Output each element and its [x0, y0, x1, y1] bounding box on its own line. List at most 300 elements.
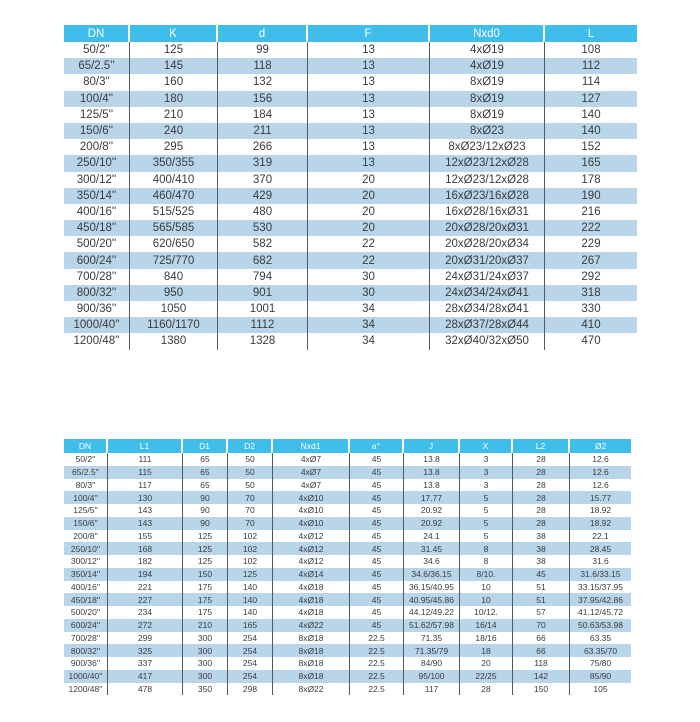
table-cell: 51	[513, 593, 570, 606]
table-cell: 75/80	[570, 657, 631, 670]
table-cell: 20.92	[404, 517, 460, 530]
column-header-dn: DN	[64, 439, 108, 453]
table-cell: 3	[460, 453, 513, 466]
table-row	[64, 91, 637, 107]
table-cell: 450/18''	[64, 220, 130, 236]
table-cell: 31.6	[570, 555, 631, 568]
column-header-l1: L1	[108, 439, 183, 453]
table-cell: 400/410	[130, 172, 218, 188]
table-cell: 4xØ12	[273, 555, 350, 568]
table-row	[64, 188, 637, 204]
table-cell: 16xØ28/16xØ31	[430, 204, 545, 220]
table-cell: 20xØ28/20xØ34	[430, 236, 545, 252]
table-cell: 22.5	[350, 670, 404, 683]
table-cell: 142	[513, 670, 570, 683]
table-cell: 45	[350, 517, 404, 530]
table-cell: 30	[308, 269, 430, 285]
table-cell: 13.8	[404, 466, 460, 479]
table-row	[64, 252, 637, 268]
table-cell: 229	[545, 236, 637, 252]
table-cell: 125	[183, 555, 228, 568]
table-cell: 4xØ10	[273, 504, 350, 517]
column-header-nxd1: Nxd1	[273, 439, 350, 453]
column-header-d2: D2	[228, 439, 273, 453]
table-cell: 8xØ18	[273, 644, 350, 657]
table-row	[64, 317, 637, 333]
table-cell: 4xØ7	[273, 453, 350, 466]
table-cell: 8xØ19	[430, 107, 545, 123]
table-cell: 13	[308, 42, 430, 58]
table-cell: 13.8	[404, 479, 460, 492]
table-cell: 600/24''	[64, 619, 108, 632]
table-cell: 227	[108, 593, 183, 606]
table-cell: 250/10''	[64, 542, 108, 555]
table-cell: 10	[460, 581, 513, 594]
table-cell: 417	[108, 670, 183, 683]
table-cell: 71.35	[404, 632, 460, 645]
table-cell: 80/3''	[64, 74, 130, 90]
table-row	[64, 236, 637, 252]
table-row	[64, 581, 631, 594]
table-cell: 152	[545, 139, 637, 155]
table-cell: 210	[183, 619, 228, 632]
table-cell: 70	[513, 619, 570, 632]
table-row	[64, 285, 637, 301]
table-cell: 1050	[130, 301, 218, 317]
table-cell: 682	[218, 252, 308, 268]
table-cell: 8xØ19	[430, 74, 545, 90]
table-cell: 45	[350, 504, 404, 517]
table-cell: 350/355	[130, 155, 218, 171]
table-cell: 470	[545, 333, 637, 349]
table-cell: 20	[460, 657, 513, 670]
table-cell: 34	[308, 333, 430, 349]
table-cell: 13	[308, 123, 430, 139]
table-cell: 22.5	[350, 657, 404, 670]
table-cell: 500/20''	[64, 236, 130, 252]
table-cell: 178	[545, 172, 637, 188]
table-cell: 12.6	[570, 466, 631, 479]
column-header-d: d	[218, 25, 308, 42]
table-cell: 45	[350, 606, 404, 619]
table-row	[64, 301, 637, 317]
table-cell: 272	[108, 619, 183, 632]
table-row	[64, 42, 637, 58]
table-cell: 200/8''	[64, 139, 130, 155]
table-cell: 50/2''	[64, 453, 108, 466]
table-cell: 20.92	[404, 504, 460, 517]
table-cell: 117	[108, 479, 183, 492]
table-cell: 118	[513, 657, 570, 670]
table-cell: 222	[545, 220, 637, 236]
table-cell: 4xØ10	[273, 491, 350, 504]
table-row	[64, 453, 631, 466]
table-cell: 100/4''	[64, 491, 108, 504]
table-cell: 13	[308, 155, 430, 171]
table-cell: 20xØ28/20xØ31	[430, 220, 545, 236]
table-cell: 22/25	[460, 670, 513, 683]
table-row	[64, 491, 631, 504]
table-row	[64, 466, 631, 479]
table-cell: 108	[545, 42, 637, 58]
table-cell: 4xØ18	[273, 581, 350, 594]
table-cell: 28xØ37/28xØ44	[430, 317, 545, 333]
table-cell: 45	[350, 619, 404, 632]
table-cell: 140	[228, 593, 273, 606]
column-header-f: F	[308, 25, 430, 42]
table-cell: 155	[108, 530, 183, 543]
table-cell: 125	[183, 542, 228, 555]
table-cell: 22	[308, 252, 430, 268]
table-cell: 165	[228, 619, 273, 632]
table-cell: 65/2.5''	[64, 466, 108, 479]
table-cell: 45	[350, 479, 404, 492]
table-cell: 150	[513, 683, 570, 696]
table-cell: 22.5	[350, 644, 404, 657]
table-cell: 28.45	[570, 542, 631, 555]
table-cell: 1380	[130, 333, 218, 349]
table-cell: 4xØ14	[273, 568, 350, 581]
table-cell: 725/770	[130, 252, 218, 268]
table-cell: 140	[228, 606, 273, 619]
column-header-l2: L2	[513, 439, 570, 453]
table-cell: 18.92	[570, 504, 631, 517]
table-cell: 150	[183, 568, 228, 581]
column-header-l: L	[545, 25, 637, 42]
table-cell: 34.6/36.15	[404, 568, 460, 581]
table-cell: 90	[183, 517, 228, 530]
table-cell: 13	[308, 139, 430, 155]
table-cell: 66	[513, 632, 570, 645]
table-cell: 182	[108, 555, 183, 568]
table-cell: 582	[218, 236, 308, 252]
table-row	[64, 632, 631, 645]
column-header-a: a°	[350, 439, 404, 453]
table-cell: 400/16''	[64, 581, 108, 594]
table-cell: 800/32''	[64, 285, 130, 301]
table-cell: 80/3''	[64, 479, 108, 492]
table-row	[64, 504, 631, 517]
table-cell: 4xØ12	[273, 530, 350, 543]
column-header-k: K	[130, 25, 218, 42]
table-cell: 45	[513, 568, 570, 581]
table-cell: 34	[308, 317, 430, 333]
table-cell: 4xØ22	[273, 619, 350, 632]
table-cell: 143	[108, 504, 183, 517]
table-cell: 300	[183, 644, 228, 657]
table-cell: 140	[545, 107, 637, 123]
table-cell: 117	[404, 683, 460, 696]
table-cell: 700/28''	[64, 632, 108, 645]
table-row	[64, 58, 637, 74]
table-cell: 292	[545, 269, 637, 285]
table-cell: 16/14	[460, 619, 513, 632]
table-cell: 15.77	[570, 491, 631, 504]
table-cell: 22.5	[350, 683, 404, 696]
table-cell: 45	[350, 555, 404, 568]
table-cell: 105	[570, 683, 631, 696]
table-cell: 8xØ19	[430, 91, 545, 107]
table-cell: 325	[108, 644, 183, 657]
table-cell: 175	[183, 606, 228, 619]
table-cell: 1200/48''	[64, 683, 108, 696]
table-cell: 28	[460, 683, 513, 696]
table-row	[64, 204, 637, 220]
table-cell: 99	[218, 42, 308, 58]
table-row	[64, 644, 631, 657]
data-table	[64, 25, 637, 350]
table-cell: 13	[308, 91, 430, 107]
table-cell: 90	[183, 504, 228, 517]
table-cell: 31.6/33.15	[570, 568, 631, 581]
table-cell: 33.15/37.95	[570, 581, 631, 594]
table-cell: 50.63/53.98	[570, 619, 631, 632]
table-cell: 8xØ23	[430, 123, 545, 139]
table-cell: 216	[545, 204, 637, 220]
table-row	[64, 593, 631, 606]
column-header-2: Ø2	[570, 439, 631, 453]
table-cell: 34	[308, 301, 430, 317]
table-cell: 1112	[218, 317, 308, 333]
table-cell: 254	[228, 644, 273, 657]
table-cell: 250/10''	[64, 155, 130, 171]
table-cell: 18/16	[460, 632, 513, 645]
table-cell: 12xØ23/12xØ28	[430, 155, 545, 171]
table-cell: 63.35/70	[570, 644, 631, 657]
table-row	[64, 220, 637, 236]
table-cell: 1200/48''	[64, 333, 130, 349]
table-cell: 194	[108, 568, 183, 581]
table-row	[64, 107, 637, 123]
table-row	[64, 530, 631, 543]
table-cell: 480	[218, 204, 308, 220]
table-row	[64, 269, 637, 285]
column-header-x: X	[460, 439, 513, 453]
table-row	[64, 657, 631, 670]
table-cell: 38	[513, 542, 570, 555]
table-cell: 50	[228, 466, 273, 479]
table-cell: 156	[218, 91, 308, 107]
table-cell: 65	[183, 466, 228, 479]
table-cell: 24xØ34/24xØ41	[430, 285, 545, 301]
table-cell: 95/100	[404, 670, 460, 683]
table-cell: 900/36''	[64, 301, 130, 317]
table-row	[64, 542, 631, 555]
table-row	[64, 74, 637, 90]
table-cell: 45	[350, 530, 404, 543]
table-cell: 28	[513, 491, 570, 504]
table-row	[64, 606, 631, 619]
table-cell: 51.62/57.98	[404, 619, 460, 632]
table-cell: 295	[130, 139, 218, 155]
table-cell: 18	[460, 644, 513, 657]
table-cell: 66	[513, 644, 570, 657]
table-cell: 70	[228, 504, 273, 517]
header-row	[64, 439, 631, 453]
table-cell: 127	[545, 91, 637, 107]
table-cell: 143	[108, 517, 183, 530]
table-cell: 57	[513, 606, 570, 619]
table-cell: 184	[218, 107, 308, 123]
table-cell: 5	[460, 530, 513, 543]
table-cell: 125/5''	[64, 107, 130, 123]
table-cell: 410	[545, 317, 637, 333]
table-cell: 10	[460, 593, 513, 606]
table-cell: 300	[183, 670, 228, 683]
table-cell: 8xØ18	[273, 657, 350, 670]
table-cell: 4xØ7	[273, 479, 350, 492]
table-cell: 44.12/49.22	[404, 606, 460, 619]
data-table	[64, 439, 631, 695]
table-cell: 1328	[218, 333, 308, 349]
table-cell: 112	[545, 58, 637, 74]
table-cell: 160	[130, 74, 218, 90]
table-cell: 300/12''	[64, 172, 130, 188]
table-cell: 45	[350, 542, 404, 555]
table-cell: 299	[108, 632, 183, 645]
table-cell: 1000/40''	[64, 317, 130, 333]
table-cell: 20	[308, 188, 430, 204]
table-cell: 165	[545, 155, 637, 171]
table-cell: 102	[228, 555, 273, 568]
table-cell: 8xØ18	[273, 632, 350, 645]
table-cell: 4xØ18	[273, 593, 350, 606]
table-cell: 100/4''	[64, 91, 130, 107]
table-cell: 140	[545, 123, 637, 139]
table-cell: 4xØ12	[273, 542, 350, 555]
column-header-dn: DN	[64, 25, 130, 42]
table-cell: 65	[183, 479, 228, 492]
table-cell: 175	[183, 581, 228, 594]
table-cell: 36.15/40.95	[404, 581, 460, 594]
table-row	[64, 155, 637, 171]
table-cell: 20	[308, 172, 430, 188]
table-cell: 18.92	[570, 517, 631, 530]
table-cell: 565/585	[130, 220, 218, 236]
table-cell: 13.8	[404, 453, 460, 466]
table-cell: 460/470	[130, 188, 218, 204]
table-cell: 45	[350, 568, 404, 581]
table-cell: 145	[130, 58, 218, 74]
table-row	[64, 479, 631, 492]
table-cell: 22.5	[350, 632, 404, 645]
table-cell: 1160/1170	[130, 317, 218, 333]
table-cell: 900/36''	[64, 657, 108, 670]
table-cell: 429	[218, 188, 308, 204]
table-cell: 130	[108, 491, 183, 504]
table-cell: 71.35/79	[404, 644, 460, 657]
table-cell: 254	[228, 670, 273, 683]
table-row	[64, 568, 631, 581]
flange-dimensions-table-2	[64, 439, 631, 695]
table-cell: 45	[350, 466, 404, 479]
table-cell: 28	[513, 453, 570, 466]
table-cell: 350	[183, 683, 228, 696]
column-header-nxd0: Nxd0	[430, 25, 545, 42]
table-cell: 840	[130, 269, 218, 285]
table-cell: 28	[513, 517, 570, 530]
table-cell: 13	[308, 74, 430, 90]
table-cell: 125	[228, 568, 273, 581]
table-cell: 150/6''	[64, 517, 108, 530]
table-cell: 266	[218, 139, 308, 155]
table-cell: 102	[228, 530, 273, 543]
table-cell: 4xØ19	[430, 42, 545, 58]
table-cell: 450/18''	[64, 593, 108, 606]
table-cell: 31.45	[404, 542, 460, 555]
table-cell: 700/28''	[64, 269, 130, 285]
table-cell: 24xØ31/24xØ37	[430, 269, 545, 285]
table-cell: 85/90	[570, 670, 631, 683]
table-cell: 24.1	[404, 530, 460, 543]
table-cell: 34.6	[404, 555, 460, 568]
table-row	[64, 123, 637, 139]
table-cell: 600/24''	[64, 252, 130, 268]
table-cell: 350/14''	[64, 568, 108, 581]
table-cell: 12xØ23/12xØ28	[430, 172, 545, 188]
table-cell: 50/2''	[64, 42, 130, 58]
table-row	[64, 139, 637, 155]
table-cell: 22.1	[570, 530, 631, 543]
table-cell: 298	[228, 683, 273, 696]
table-row	[64, 555, 631, 568]
table-cell: 8xØ22	[273, 683, 350, 696]
table-cell: 45	[350, 581, 404, 594]
column-header-d1: D1	[183, 439, 228, 453]
table-cell: 118	[218, 58, 308, 74]
table-cell: 111	[108, 453, 183, 466]
table-cell: 70	[228, 491, 273, 504]
table-cell: 28	[513, 479, 570, 492]
table-cell: 28xØ34/28xØ41	[430, 301, 545, 317]
table-cell: 5	[460, 491, 513, 504]
table-cell: 125	[183, 530, 228, 543]
table-cell: 28	[513, 504, 570, 517]
table-row	[64, 683, 631, 696]
table-cell: 8	[460, 555, 513, 568]
table-cell: 254	[228, 632, 273, 645]
table-cell: 50	[228, 453, 273, 466]
table-cell: 4xØ19	[430, 58, 545, 74]
table-cell: 38	[513, 555, 570, 568]
table-cell: 125	[130, 42, 218, 58]
header-row	[64, 25, 637, 42]
table-cell: 8	[460, 542, 513, 555]
table-cell: 8xØ23/12xØ23	[430, 139, 545, 155]
table-cell: 267	[545, 252, 637, 268]
table-cell: 8xØ18	[273, 670, 350, 683]
table-row	[64, 517, 631, 530]
table-cell: 20xØ31/20xØ37	[430, 252, 545, 268]
table-cell: 8/10.	[460, 568, 513, 581]
table-cell: 318	[545, 285, 637, 301]
table-cell: 90	[183, 491, 228, 504]
table-cell: 12.6	[570, 453, 631, 466]
table-cell: 240	[130, 123, 218, 139]
table-row	[64, 619, 631, 632]
table-cell: 40.95/45.86	[404, 593, 460, 606]
table-cell: 190	[545, 188, 637, 204]
table-cell: 5	[460, 504, 513, 517]
table-cell: 330	[545, 301, 637, 317]
table-cell: 337	[108, 657, 183, 670]
table-cell: 65/2.5''	[64, 58, 130, 74]
table-cell: 200/8''	[64, 530, 108, 543]
table-cell: 478	[108, 683, 183, 696]
table-cell: 84/90	[404, 657, 460, 670]
table-cell: 45	[350, 453, 404, 466]
table-cell: 211	[218, 123, 308, 139]
